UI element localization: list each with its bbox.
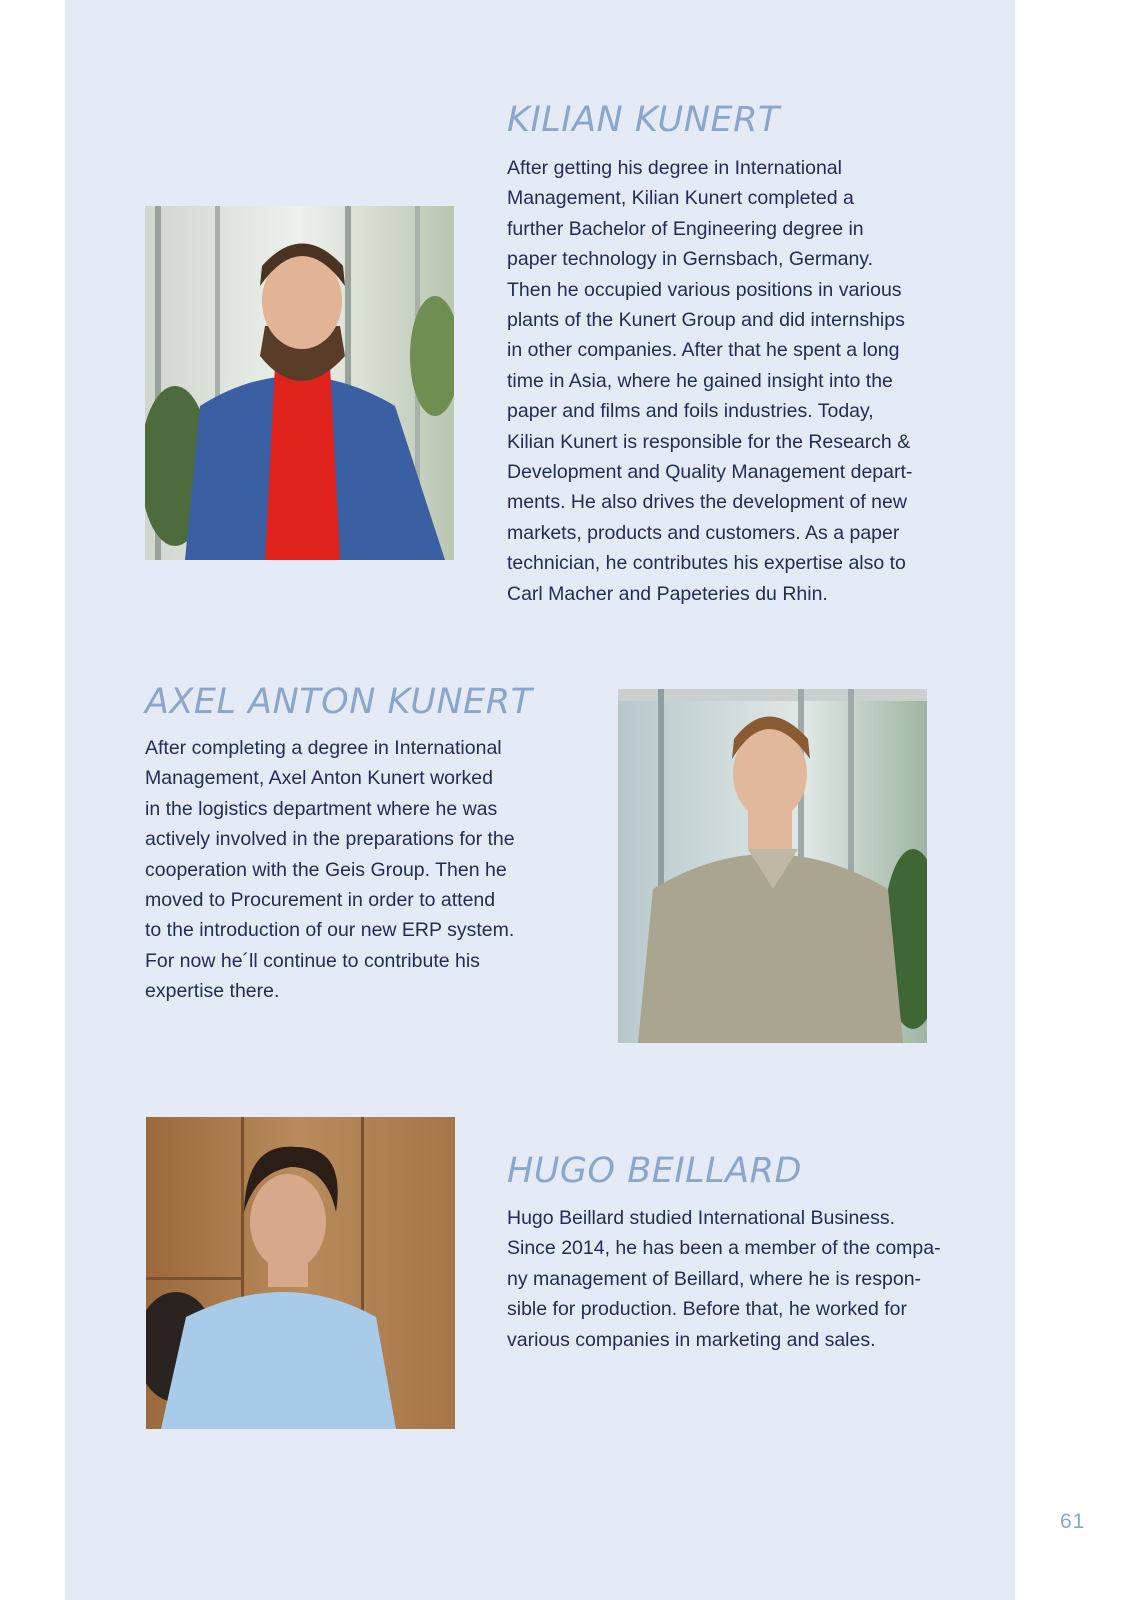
- bio-line: paper technology in Gernsbach, Germany.: [507, 248, 874, 271]
- bio-line: plants of the Kunert Group and did internships: [507, 309, 905, 332]
- profile-name: AXEL ANTON KUNERT: [145, 682, 533, 722]
- bio-line: moved to Procurement in order to attend: [145, 889, 496, 912]
- bio-line: Kilian Kunert is responsible for the Research &: [507, 430, 911, 453]
- bio-line: in other companies. After that he spent a long: [507, 339, 900, 362]
- bio-line: ments. He also drives the development of new: [507, 491, 907, 514]
- bio-line: Since 2014, he has been a member of the compa-: [507, 1237, 941, 1260]
- profile-bio: [145, 733, 515, 1007]
- profile-name: KILIAN KUNERT: [507, 100, 780, 140]
- axel-anton-kunert-photo: [618, 689, 927, 1043]
- bio-line: expertise there.: [145, 980, 280, 1003]
- bio-line: Then he occupied various positions in various: [507, 278, 902, 301]
- bio-line: various companies in marketing and sales.: [507, 1328, 876, 1351]
- page-number: 61: [1060, 1510, 1086, 1533]
- bio-line: actively involved in the preparations for the: [145, 828, 515, 851]
- bio-line: sible for production. Before that, he worked for: [507, 1298, 907, 1321]
- profile-bio: [507, 1203, 941, 1355]
- bio-line: further Bachelor of Engineering degree in: [507, 217, 864, 240]
- bio-line: Development and Quality Management depart-: [507, 461, 913, 484]
- bio-line: Carl Macher and Papeteries du Rhin.: [507, 582, 828, 605]
- bio-line: Management, Axel Anton Kunert worked: [145, 767, 493, 790]
- profile-name: HUGO BEILLARD: [507, 1151, 802, 1191]
- bio-line: After getting his degree in International: [507, 157, 842, 179]
- bio-line: time in Asia, where he gained insight into the: [507, 369, 893, 392]
- hugo-beillard-photo: [146, 1117, 455, 1429]
- kilian-kunert-photo: [145, 206, 454, 560]
- bio-line: After completing a degree in International: [145, 737, 502, 759]
- bio-line: Hugo Beillard studied International Business.: [507, 1207, 896, 1229]
- bio-line: technician, he contributes his expertise also to: [507, 552, 906, 575]
- profile-bio: [507, 153, 912, 609]
- bio-line: Management, Kilian Kunert completed a: [507, 187, 854, 210]
- bio-line: cooperation with the Geis Group. Then he: [145, 858, 507, 881]
- bio-line: paper and films and foils industries. Today,: [507, 400, 874, 423]
- bio-line: For now he´ll continue to contribute his: [145, 949, 480, 972]
- bio-line: in the logistics department where he was: [145, 797, 498, 820]
- bio-line: markets, products and customers. As a paper: [507, 521, 900, 544]
- bio-line: to the introduction of our new ERP system.: [145, 919, 515, 942]
- bio-line: ny management of Beillard, where he is respon-: [507, 1267, 922, 1290]
